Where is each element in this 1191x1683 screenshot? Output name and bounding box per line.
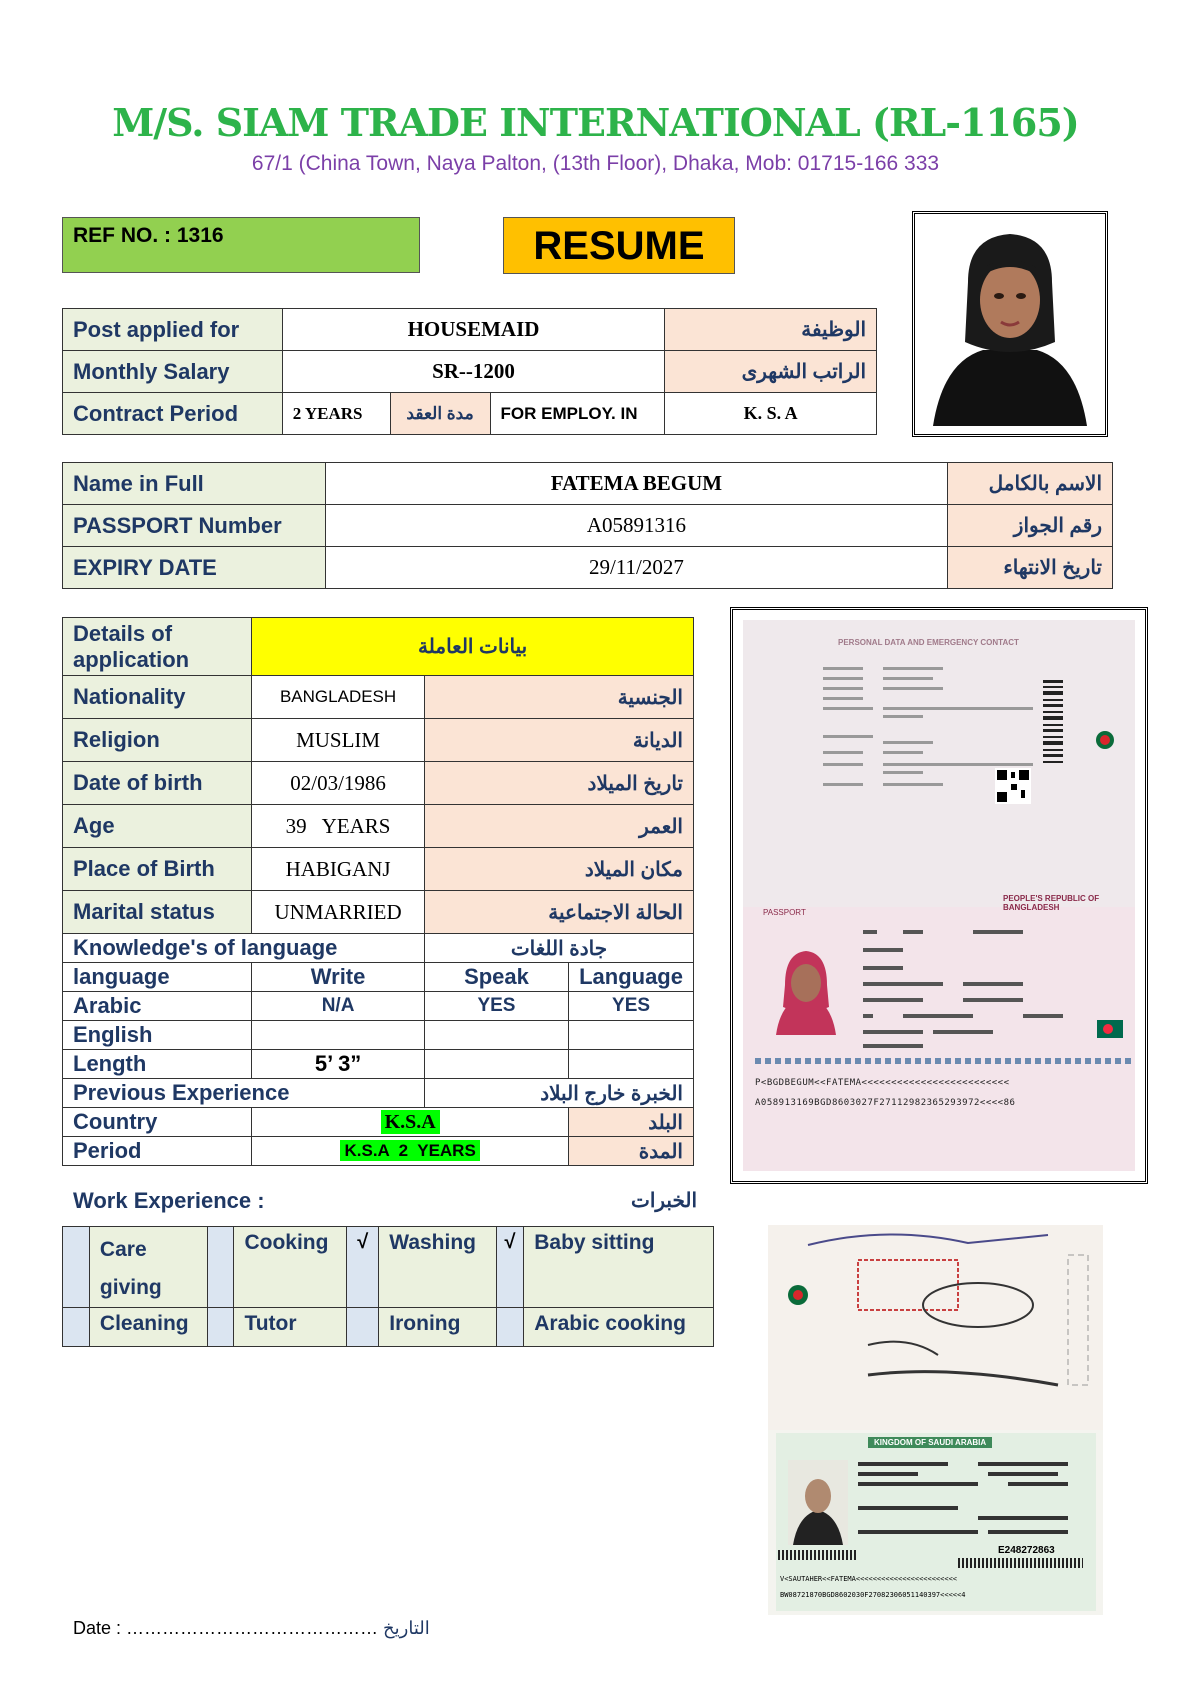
identity-table bbox=[62, 462, 1113, 589]
cleaning-check bbox=[63, 1308, 90, 1347]
bangladesh-emblem-icon bbox=[1095, 730, 1115, 750]
arabic-cooking-label: Arabic cooking bbox=[524, 1308, 714, 1347]
work-experience-title: Work Experience : bbox=[73, 1188, 265, 1213]
passport-doc-label: PASSPORT bbox=[763, 908, 806, 917]
marital-label: Marital status bbox=[63, 891, 252, 934]
lang-header-language2: Language bbox=[569, 963, 694, 992]
religion-value: MUSLIM bbox=[252, 719, 425, 762]
cooking-check: √ bbox=[347, 1227, 379, 1308]
employ-value: K. S. A bbox=[665, 393, 877, 435]
period-label-ar: المدة bbox=[569, 1137, 694, 1166]
country-label-ar: البلد bbox=[569, 1108, 694, 1137]
country-label: Country bbox=[63, 1108, 252, 1137]
arabic-label: Arabic bbox=[63, 992, 252, 1021]
care-giving-label: Care giving bbox=[89, 1227, 207, 1308]
care-giving-check bbox=[63, 1227, 90, 1308]
post-value: HOUSEMAID bbox=[282, 309, 665, 351]
visa-mrz-1: V<SAUTAHER<<FATEMA<<<<<<<<<<<<<<<<<<<<<<<< bbox=[780, 1575, 958, 1583]
washing-label: Washing bbox=[379, 1227, 497, 1308]
details-label: Details of application bbox=[63, 618, 252, 676]
bangladesh-flag-icon bbox=[1097, 1020, 1123, 1038]
passport-bio-lines bbox=[863, 920, 1063, 1050]
period-label: Period bbox=[63, 1137, 252, 1166]
tutor-check bbox=[207, 1308, 234, 1347]
passport-photo-icon bbox=[771, 945, 841, 1035]
prev-exp-label-ar: الخبرة خارج البلاد bbox=[424, 1079, 693, 1108]
country-value: K.S.A bbox=[381, 1110, 440, 1134]
passport-value: A05891316 bbox=[325, 505, 947, 547]
salary-value: SR--1200 bbox=[282, 351, 665, 393]
company-name: M/S. SIAM TRADE INTERNATIONAL (RL-1165) bbox=[112, 100, 1079, 145]
contract-value: 2 YEARS bbox=[282, 393, 390, 435]
cleaning-label: Cleaning bbox=[89, 1308, 207, 1347]
date-label-ar: التاريخ bbox=[383, 1618, 430, 1638]
cooking-prefix-check bbox=[207, 1227, 234, 1308]
barcode-icon bbox=[1043, 680, 1073, 820]
post-label: Post applied for bbox=[63, 309, 283, 351]
birthplace-label: Place of Birth bbox=[63, 848, 252, 891]
cooking-label: Cooking bbox=[234, 1227, 347, 1308]
knowledge-label: Knowledge's of language bbox=[63, 934, 425, 963]
visa-scan bbox=[768, 1225, 1103, 1615]
age-value: 39 YEARS bbox=[252, 805, 425, 848]
passport-contact-title: PERSONAL DATA AND EMERGENCY CONTACT bbox=[838, 638, 1019, 647]
length-label: Length bbox=[63, 1050, 252, 1079]
marital-value: UNMARRIED bbox=[252, 891, 425, 934]
ref-number: REF NO. : 1316 bbox=[62, 217, 420, 273]
marital-label-ar: الحالة الاجتماعية bbox=[424, 891, 693, 934]
arabic-cooking-check bbox=[496, 1308, 523, 1347]
expiry-label: EXPIRY DATE bbox=[63, 547, 326, 589]
country-value-cell bbox=[252, 1108, 569, 1137]
passport-country: PEOPLE'S REPUBLIC OF BANGLADESH bbox=[1003, 894, 1100, 912]
arabic-language: YES bbox=[569, 992, 694, 1021]
arabic-speak: YES bbox=[424, 992, 568, 1021]
visa-barcode-left bbox=[778, 1550, 858, 1560]
visa-number: E248272863 bbox=[998, 1545, 1055, 1556]
work-experience-table bbox=[62, 1226, 714, 1347]
passport-mrz-2: A058913169BGD8603027F27112982365293972<<<<86 bbox=[755, 1098, 1016, 1108]
period-value-cell bbox=[252, 1137, 569, 1166]
knowledge-label-ar: جادة اللغات bbox=[424, 934, 693, 963]
expiry-value: 29/11/2027 bbox=[325, 547, 947, 589]
date-line bbox=[73, 1618, 430, 1639]
applicant-photo bbox=[912, 211, 1108, 437]
ironing-label: Ironing bbox=[379, 1308, 497, 1347]
job-table bbox=[62, 308, 877, 435]
visa-photo-icon bbox=[788, 1460, 848, 1545]
passport-scan bbox=[730, 607, 1148, 1184]
length-value: 5’ 3” bbox=[252, 1050, 425, 1079]
details-label-ar: بيانات العاملة bbox=[252, 618, 694, 676]
passport-label: PASSPORT Number bbox=[63, 505, 326, 547]
work-experience-title-ar: الخبرات bbox=[630, 1190, 697, 1212]
passport-mrz-1: P<BGDBEGUM<<FATEMA<<<<<<<<<<<<<<<<<<<<<<<<< bbox=[755, 1078, 1010, 1088]
ironing-check bbox=[347, 1308, 379, 1347]
nationality-value: BANGLADESH bbox=[252, 676, 425, 719]
visa-stamps-icon bbox=[768, 1225, 1103, 1430]
dob-label-ar: تاريخ الميلاد bbox=[424, 762, 693, 805]
visa-barcode-right bbox=[958, 1558, 1083, 1568]
passport-data-lines bbox=[823, 665, 1023, 815]
employ-label: FOR EMPLOY. IN bbox=[490, 393, 665, 435]
length-empty-2 bbox=[569, 1050, 694, 1079]
lang-header-language: language bbox=[63, 963, 252, 992]
post-label-ar: الوظيفة bbox=[665, 309, 877, 351]
length-empty-1 bbox=[424, 1050, 568, 1079]
expiry-label-ar: تاريخ الانتهاء bbox=[948, 547, 1113, 589]
visa-mrz-2: BW08721870BGD8602030F27082306051140397<<<<<4 bbox=[780, 1591, 966, 1599]
passport-stripe bbox=[755, 1058, 1135, 1064]
nationality-label-ar: الجنسية bbox=[424, 676, 693, 719]
tutor-label: Tutor bbox=[234, 1308, 347, 1347]
baby-sitting-label: Baby sitting bbox=[524, 1227, 714, 1308]
details-table bbox=[62, 617, 694, 1166]
religion-label-ar: الديانة bbox=[424, 719, 693, 762]
period-value: K.S.A 2 YEARS bbox=[340, 1140, 479, 1161]
visa-kingdom: KINGDOM OF SAUDI ARABIA bbox=[868, 1437, 992, 1448]
english-write bbox=[252, 1021, 425, 1050]
date-label: Date : …………………………………… bbox=[73, 1618, 379, 1638]
english-language bbox=[569, 1021, 694, 1050]
age-label: Age bbox=[63, 805, 252, 848]
nationality-label: Nationality bbox=[63, 676, 252, 719]
person-photo-icon bbox=[923, 222, 1097, 426]
salary-label-ar: الراتب الشهرى bbox=[665, 351, 877, 393]
dob-value: 02/03/1986 bbox=[252, 762, 425, 805]
birthplace-label-ar: مكان الميلاد bbox=[424, 848, 693, 891]
washing-check: √ bbox=[496, 1227, 523, 1308]
contract-label: Contract Period bbox=[63, 393, 283, 435]
name-label: Name in Full bbox=[63, 463, 326, 505]
religion-label: Religion bbox=[63, 719, 252, 762]
lang-header-write: Write bbox=[252, 963, 425, 992]
company-address: 67/1 (China Town, Naya Palton, (13th Floor), Dhaka, Mob: 01715-166 333 bbox=[251, 152, 940, 175]
passport-label-ar: رقم الجواز bbox=[948, 505, 1113, 547]
contract-label-ar: مدة العقد bbox=[390, 393, 490, 435]
lang-header-speak: Speak bbox=[424, 963, 568, 992]
prev-exp-label: Previous Experience bbox=[63, 1079, 425, 1108]
birthplace-value: HABIGANJ bbox=[252, 848, 425, 891]
english-label: English bbox=[63, 1021, 252, 1050]
english-speak bbox=[424, 1021, 568, 1050]
qr-code-icon bbox=[995, 768, 1031, 804]
resume-title: RESUME bbox=[503, 217, 735, 274]
name-value: FATEMA BEGUM bbox=[325, 463, 947, 505]
salary-label: Monthly Salary bbox=[63, 351, 283, 393]
name-label-ar: الاسم بالكامل bbox=[948, 463, 1113, 505]
age-label-ar: العمر bbox=[424, 805, 693, 848]
dob-label: Date of birth bbox=[63, 762, 252, 805]
arabic-write: N/A bbox=[252, 992, 425, 1021]
